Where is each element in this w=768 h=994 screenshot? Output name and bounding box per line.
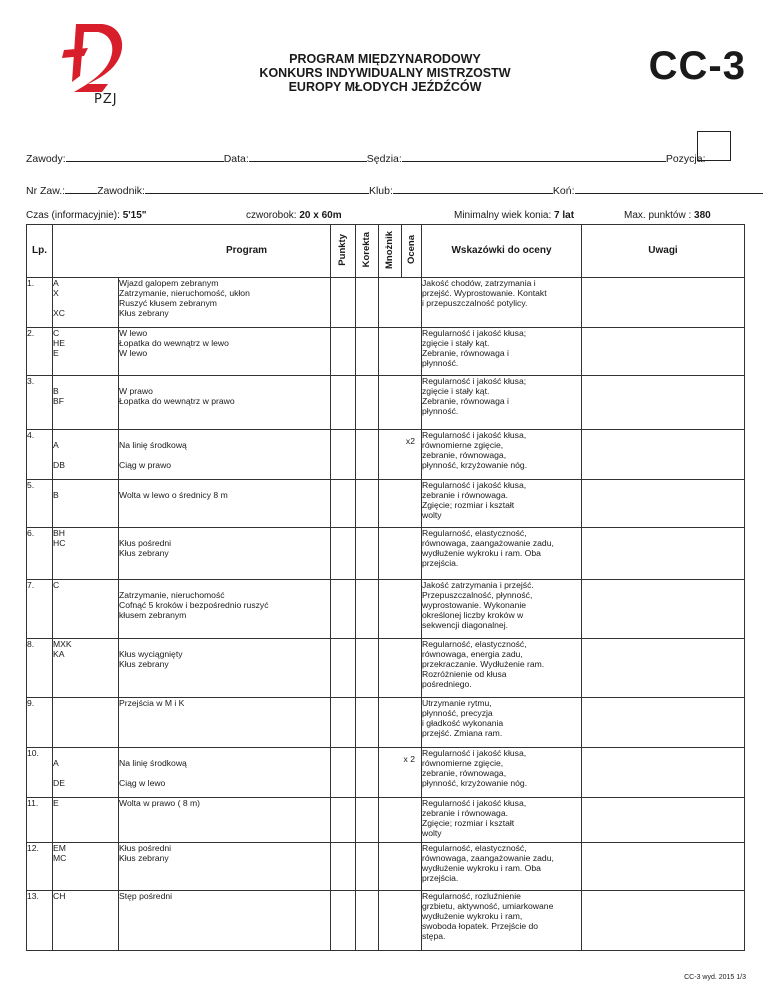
table-row bbox=[27, 580, 745, 639]
line: Zatrzymanie, nieruchomość bbox=[119, 590, 225, 600]
mnoznik-cell bbox=[379, 528, 422, 580]
line: Jakość chodów, zatrzymania i bbox=[422, 278, 536, 288]
title-line-1: PROGRAM MIĘDZYNARODOWY bbox=[289, 52, 481, 66]
line: Wolta w prawo ( 8 m) bbox=[119, 798, 201, 808]
line: Regularność i jakość kłusa, bbox=[422, 430, 527, 440]
title-line-2: KONKURS INDYWIDUALNY MISTRZOSTW bbox=[259, 66, 511, 80]
czworobok-info bbox=[246, 210, 342, 221]
line bbox=[119, 430, 330, 440]
row-number: 6. bbox=[27, 528, 53, 580]
line: zebranie, równowaga, bbox=[422, 768, 507, 778]
korekta-cell[interactable] bbox=[356, 430, 379, 480]
row-number: 13. bbox=[27, 891, 53, 951]
line bbox=[53, 376, 118, 386]
line: E bbox=[53, 348, 59, 358]
row-positions bbox=[53, 278, 119, 328]
wiek-info bbox=[454, 210, 574, 221]
pozycja-box[interactable] bbox=[697, 131, 731, 161]
line: Jakość zatrzymania i przejść. bbox=[422, 580, 534, 590]
zawodnik-label: Zawodnik: bbox=[97, 185, 145, 197]
col-punkty: Punkty bbox=[331, 225, 356, 278]
data-field[interactable] bbox=[249, 150, 367, 162]
row-number: 12. bbox=[27, 843, 53, 891]
line: Regularność, elastyczność, bbox=[422, 843, 527, 853]
line: Ciąg w prawo bbox=[119, 460, 172, 470]
nr-zaw-label: Nr Zaw.: bbox=[26, 185, 66, 197]
line: Kłus wyciągnięty bbox=[119, 649, 183, 659]
klub-label: Klub: bbox=[368, 185, 393, 197]
row-hints bbox=[422, 376, 582, 430]
data-label: Data: bbox=[223, 153, 249, 165]
row-number: 9. bbox=[27, 698, 53, 748]
line: i przepuszczalność potylicy. bbox=[422, 298, 528, 308]
mnoznik-cell bbox=[379, 376, 422, 430]
line: przejścia. bbox=[422, 558, 459, 568]
form-line-1 bbox=[26, 150, 706, 165]
line: Regularność, elastyczność, bbox=[422, 639, 527, 649]
line: Regularność i jakość kłusa, bbox=[422, 480, 527, 490]
row-program bbox=[119, 798, 331, 843]
row-program bbox=[119, 430, 331, 480]
line: pośredniego. bbox=[422, 679, 472, 689]
czworobok-value: 20 x 60m bbox=[299, 210, 342, 221]
line: HC bbox=[53, 538, 66, 548]
row-program bbox=[119, 528, 331, 580]
mnoznik-cell bbox=[379, 580, 422, 639]
line: HE bbox=[53, 338, 65, 348]
line: Regularność, elastyczność, bbox=[422, 528, 527, 538]
table-row bbox=[27, 328, 745, 376]
line: zebranie i równowaga. bbox=[422, 808, 508, 818]
line bbox=[53, 450, 118, 460]
row-hints bbox=[422, 580, 582, 639]
line: A bbox=[53, 278, 59, 288]
max-value: 380 bbox=[694, 210, 711, 221]
line: zebranie i równowaga. bbox=[422, 490, 508, 500]
line: DE bbox=[53, 778, 65, 788]
row-positions bbox=[53, 639, 119, 698]
mnoznik-cell bbox=[379, 698, 422, 748]
table-row bbox=[27, 798, 745, 843]
line bbox=[119, 528, 330, 538]
uwagi-cell[interactable] bbox=[582, 891, 745, 951]
korekta-cell[interactable] bbox=[356, 528, 379, 580]
klub-field[interactable] bbox=[393, 182, 553, 194]
table-row bbox=[27, 528, 745, 580]
line: W prawo bbox=[119, 386, 153, 396]
table-row bbox=[27, 278, 745, 328]
row-positions bbox=[53, 376, 119, 430]
mnoznik-cell bbox=[379, 843, 422, 891]
line: równowaga, energia zadu, bbox=[422, 649, 523, 659]
pozycja-label: Pozycja: bbox=[665, 153, 706, 165]
line: BH bbox=[53, 528, 65, 538]
korekta-cell[interactable] bbox=[356, 480, 379, 528]
line: A bbox=[53, 758, 59, 768]
line: Na linię środkową bbox=[119, 440, 187, 450]
czas-label: Czas (informacyjnie): bbox=[26, 210, 120, 221]
punkty-cell[interactable] bbox=[331, 376, 356, 430]
line: BF bbox=[53, 396, 64, 406]
row-hints bbox=[422, 798, 582, 843]
line: C bbox=[53, 328, 60, 338]
form-line-2 bbox=[26, 182, 763, 197]
line: MC bbox=[53, 853, 67, 863]
logo-text: PZJ bbox=[94, 92, 118, 107]
multiplier: x2 bbox=[405, 436, 415, 446]
max-info bbox=[624, 210, 711, 221]
punkty-cell[interactable] bbox=[331, 580, 356, 639]
line: wolty bbox=[422, 510, 442, 520]
line bbox=[53, 430, 118, 440]
table-row bbox=[27, 748, 745, 798]
mnoznik-cell bbox=[379, 891, 422, 951]
wiek-value: 7 lat bbox=[554, 210, 575, 221]
line: Kłus pośredni bbox=[119, 843, 172, 853]
row-number: 3. bbox=[27, 376, 53, 430]
line bbox=[119, 639, 330, 649]
row-positions bbox=[53, 843, 119, 891]
line: Na linię środkową bbox=[119, 758, 187, 768]
table-row bbox=[27, 698, 745, 748]
row-hints bbox=[422, 891, 582, 951]
title-line-3: EUROPY MŁODYCH JEŹDŹCÓW bbox=[288, 80, 482, 94]
row-positions bbox=[53, 430, 119, 480]
line: Stęp pośredni bbox=[119, 891, 173, 901]
line: wolty bbox=[422, 828, 442, 838]
line bbox=[53, 298, 118, 308]
punkty-cell[interactable] bbox=[331, 639, 356, 698]
korekta-cell[interactable] bbox=[356, 376, 379, 430]
row-positions bbox=[53, 528, 119, 580]
row-positions bbox=[53, 798, 119, 843]
row-program bbox=[119, 639, 331, 698]
line: W lewo bbox=[119, 328, 148, 338]
czworobok-label: czworobok: bbox=[246, 210, 297, 221]
row-number: 2. bbox=[27, 328, 53, 376]
line: i gładkość wykonania bbox=[422, 718, 504, 728]
line: Kłus zebrany bbox=[119, 853, 169, 863]
punkty-cell[interactable] bbox=[331, 843, 356, 891]
multiplier: x 2 bbox=[403, 754, 415, 764]
table-header bbox=[27, 225, 745, 278]
line: przejść. Zmiana ram. bbox=[422, 728, 503, 738]
col-uwagi: Uwagi bbox=[582, 225, 745, 278]
mnoznik-cell bbox=[379, 748, 422, 798]
line: Ruszyć kłusem zebranym bbox=[119, 298, 217, 308]
table-row bbox=[27, 430, 745, 480]
line: Kłus zebrany bbox=[119, 659, 169, 669]
row-program bbox=[119, 480, 331, 528]
row-hints bbox=[422, 278, 582, 328]
table-row bbox=[27, 480, 745, 528]
line bbox=[119, 480, 330, 490]
punkty-cell[interactable] bbox=[331, 798, 356, 843]
test-code: CC-3 bbox=[648, 44, 746, 88]
line: Wolta w lewo o średnicy 8 m bbox=[119, 490, 228, 500]
mnoznik-cell bbox=[379, 328, 422, 376]
line: CH bbox=[53, 891, 66, 901]
row-program bbox=[119, 891, 331, 951]
row-number: 10. bbox=[27, 748, 53, 798]
line: Zatrzymanie, nieruchomość, ukłon bbox=[119, 288, 250, 298]
line: zgięcie i stały kąt. bbox=[422, 338, 490, 348]
czas-value: 5'15" bbox=[122, 210, 147, 221]
line: określonej liczby kroków w bbox=[422, 610, 524, 620]
punkty-cell[interactable] bbox=[331, 328, 356, 376]
row-hints bbox=[422, 430, 582, 480]
line: Regularność i jakość kłusa, bbox=[422, 748, 527, 758]
table-row bbox=[27, 376, 745, 430]
line: Regularność, rozluźnienie bbox=[422, 891, 521, 901]
nr-zaw-field[interactable] bbox=[65, 182, 97, 194]
row-number: 8. bbox=[27, 639, 53, 698]
uwagi-cell[interactable] bbox=[582, 278, 745, 328]
uwagi-cell[interactable] bbox=[582, 480, 745, 528]
line bbox=[53, 768, 118, 778]
line: B bbox=[53, 386, 59, 396]
row-program bbox=[119, 278, 331, 328]
kon-label: Koń: bbox=[552, 185, 575, 197]
line: płynność, krzyżowanie nóg. bbox=[422, 460, 528, 470]
row-program bbox=[119, 328, 331, 376]
max-label: Max. punktów : bbox=[624, 210, 692, 221]
col-korekta: Korekta bbox=[356, 225, 379, 278]
row-program bbox=[119, 748, 331, 798]
table-row bbox=[27, 639, 745, 698]
row-number: 4. bbox=[27, 430, 53, 480]
row-hints bbox=[422, 480, 582, 528]
punkty-cell[interactable] bbox=[331, 278, 356, 328]
col-lp: Lp. bbox=[27, 225, 53, 278]
row-hints bbox=[422, 843, 582, 891]
uwagi-cell[interactable] bbox=[582, 843, 745, 891]
punkty-cell[interactable] bbox=[331, 891, 356, 951]
line: stępa. bbox=[422, 931, 446, 941]
line: wyprostowanie. Wykonanie bbox=[422, 600, 527, 610]
kon-field[interactable] bbox=[575, 182, 763, 194]
col-wskazowki: Wskazówki do oceny bbox=[422, 225, 582, 278]
row-positions bbox=[53, 328, 119, 376]
row-positions bbox=[53, 698, 119, 748]
line: Łopatka do wewnątrz w lewo bbox=[119, 338, 229, 348]
korekta-cell[interactable] bbox=[356, 798, 379, 843]
row-number: 7. bbox=[27, 580, 53, 639]
table-row bbox=[27, 843, 745, 891]
punkty-cell[interactable] bbox=[331, 528, 356, 580]
zawody-field[interactable] bbox=[66, 150, 224, 162]
line: Cofnąć 5 kroków i bezpośrednio ruszyć bbox=[119, 600, 269, 610]
uwagi-cell[interactable] bbox=[582, 328, 745, 376]
line: C bbox=[53, 580, 60, 590]
uwagi-cell[interactable] bbox=[582, 376, 745, 430]
line bbox=[119, 450, 330, 460]
row-number: 5. bbox=[27, 480, 53, 528]
uwagi-cell[interactable] bbox=[582, 698, 745, 748]
mnoznik-cell bbox=[379, 798, 422, 843]
uwagi-cell[interactable] bbox=[582, 798, 745, 843]
line: EM bbox=[53, 843, 66, 853]
col-mnoznik: Mnożnik bbox=[379, 225, 402, 278]
line: Ciąg w lewo bbox=[119, 778, 166, 788]
line: X bbox=[53, 288, 59, 298]
line: B bbox=[53, 490, 59, 500]
line bbox=[119, 580, 330, 590]
korekta-cell[interactable] bbox=[356, 580, 379, 639]
row-hints bbox=[422, 528, 582, 580]
korekta-cell[interactable] bbox=[356, 748, 379, 798]
zawodnik-field[interactable] bbox=[145, 182, 369, 194]
punkty-cell[interactable] bbox=[331, 480, 356, 528]
uwagi-cell[interactable] bbox=[582, 430, 745, 480]
line: Zebranie, równowaga i bbox=[422, 348, 509, 358]
korekta-cell[interactable] bbox=[356, 328, 379, 376]
line: Utrzymanie rytmu, bbox=[422, 698, 492, 708]
line: MXK bbox=[53, 639, 72, 649]
line: Łopatka do wewnątrz w prawo bbox=[119, 396, 235, 406]
uwagi-cell[interactable] bbox=[582, 748, 745, 798]
line: płynność. bbox=[422, 406, 459, 416]
row-positions bbox=[53, 891, 119, 951]
program-title bbox=[200, 52, 570, 94]
col-ocena: Ocena bbox=[402, 225, 422, 278]
line: E bbox=[53, 798, 59, 808]
mnoznik-cell bbox=[379, 430, 422, 480]
row-hints bbox=[422, 748, 582, 798]
line: Przepuszczalność, płynność, bbox=[422, 590, 533, 600]
row-positions bbox=[53, 580, 119, 639]
line: DB bbox=[53, 460, 65, 470]
line: Przejścia w M i K bbox=[119, 698, 185, 708]
uwagi-cell[interactable] bbox=[582, 580, 745, 639]
line: równomierne zgięcie, bbox=[422, 440, 504, 450]
line: Regularność i jakość kłusa, bbox=[422, 798, 527, 808]
line: przejść. Wyprostowanie. Kontakt bbox=[422, 288, 547, 298]
line bbox=[53, 480, 118, 490]
row-positions bbox=[53, 480, 119, 528]
footer-edition: CC-3 wyd. 2015 1/3 bbox=[684, 974, 746, 981]
line: A bbox=[53, 440, 59, 450]
punkty-cell[interactable] bbox=[331, 430, 356, 480]
line: równomierne zgięcie, bbox=[422, 758, 504, 768]
row-positions bbox=[53, 748, 119, 798]
row-program bbox=[119, 580, 331, 639]
uwagi-cell[interactable] bbox=[582, 528, 745, 580]
line: równowaga, zaangażowanie zadu, bbox=[422, 853, 554, 863]
line: Kłus zebrany bbox=[119, 308, 169, 318]
line: wydłużenie wykroku i ram. Oba bbox=[422, 863, 541, 873]
punkty-cell[interactable] bbox=[331, 748, 356, 798]
line: płynność, krzyżowanie nóg. bbox=[422, 778, 528, 788]
line: wydłużenie wykroku i ram. Oba bbox=[422, 548, 541, 558]
uwagi-cell[interactable] bbox=[582, 639, 745, 698]
zawody-label: Zawody: bbox=[26, 153, 66, 165]
line: zebranie, równowaga, bbox=[422, 450, 507, 460]
row-number: 11. bbox=[27, 798, 53, 843]
line: płynność. bbox=[422, 358, 459, 368]
line: Zgięcie; rozmiar i kształt bbox=[422, 818, 515, 828]
line: KA bbox=[53, 649, 65, 659]
line: Wjazd galopem zebranym bbox=[119, 278, 219, 288]
line: przejścia. bbox=[422, 873, 459, 883]
col-program: Program bbox=[53, 225, 331, 278]
mnoznik-cell bbox=[379, 639, 422, 698]
line: W lewo bbox=[119, 348, 148, 358]
mnoznik-cell bbox=[379, 278, 422, 328]
line: Regularność i jakość kłusa; bbox=[422, 376, 527, 386]
line: Kłus pośredni bbox=[119, 538, 172, 548]
korekta-cell[interactable] bbox=[356, 891, 379, 951]
line: XC bbox=[53, 308, 65, 318]
row-program bbox=[119, 376, 331, 430]
line: Regularność i jakość kłusa; bbox=[422, 328, 527, 338]
korekta-cell[interactable] bbox=[356, 843, 379, 891]
sedzia-field[interactable] bbox=[402, 150, 666, 162]
line: równowaga, zaangażowanie zadu, bbox=[422, 538, 554, 548]
row-hints bbox=[422, 328, 582, 376]
line: grzbietu, aktywność, umiarkowane bbox=[422, 901, 554, 911]
mnoznik-cell bbox=[379, 480, 422, 528]
line bbox=[119, 748, 330, 758]
wiek-label: Minimalny wiek konia: bbox=[454, 210, 552, 221]
line: Zgięcie; rozmiar i kształt bbox=[422, 500, 515, 510]
korekta-cell[interactable] bbox=[356, 278, 379, 328]
row-hints bbox=[422, 639, 582, 698]
line: wydłużenie wykroku i ram, bbox=[422, 911, 523, 921]
line: swoboda łopatek. Przejście do bbox=[422, 921, 539, 931]
line: zgięcie i stały kąt. bbox=[422, 386, 490, 396]
line: Kłus zebrany bbox=[119, 548, 169, 558]
czas-info bbox=[26, 210, 147, 221]
row-program bbox=[119, 843, 331, 891]
korekta-cell[interactable] bbox=[356, 698, 379, 748]
line: kłusem zebranym bbox=[119, 610, 187, 620]
line: Zebranie, równowaga i bbox=[422, 396, 509, 406]
scoring-table bbox=[26, 224, 745, 951]
line: Rozróżnienie od kłusa bbox=[422, 669, 507, 679]
korekta-cell[interactable] bbox=[356, 639, 379, 698]
table-row bbox=[27, 891, 745, 951]
row-number: 1. bbox=[27, 278, 53, 328]
line bbox=[119, 376, 330, 386]
row-program bbox=[119, 698, 331, 748]
line bbox=[53, 698, 118, 708]
line: płynność, precyzja bbox=[422, 708, 493, 718]
sedzia-label: Sędzia: bbox=[366, 153, 402, 165]
row-hints bbox=[422, 698, 582, 748]
line bbox=[119, 768, 330, 778]
line bbox=[53, 748, 118, 758]
line: sekwencji diagonalnej. bbox=[422, 620, 508, 630]
punkty-cell[interactable] bbox=[331, 698, 356, 748]
line: przekraczanie. Wydłużenie ram. bbox=[422, 659, 545, 669]
